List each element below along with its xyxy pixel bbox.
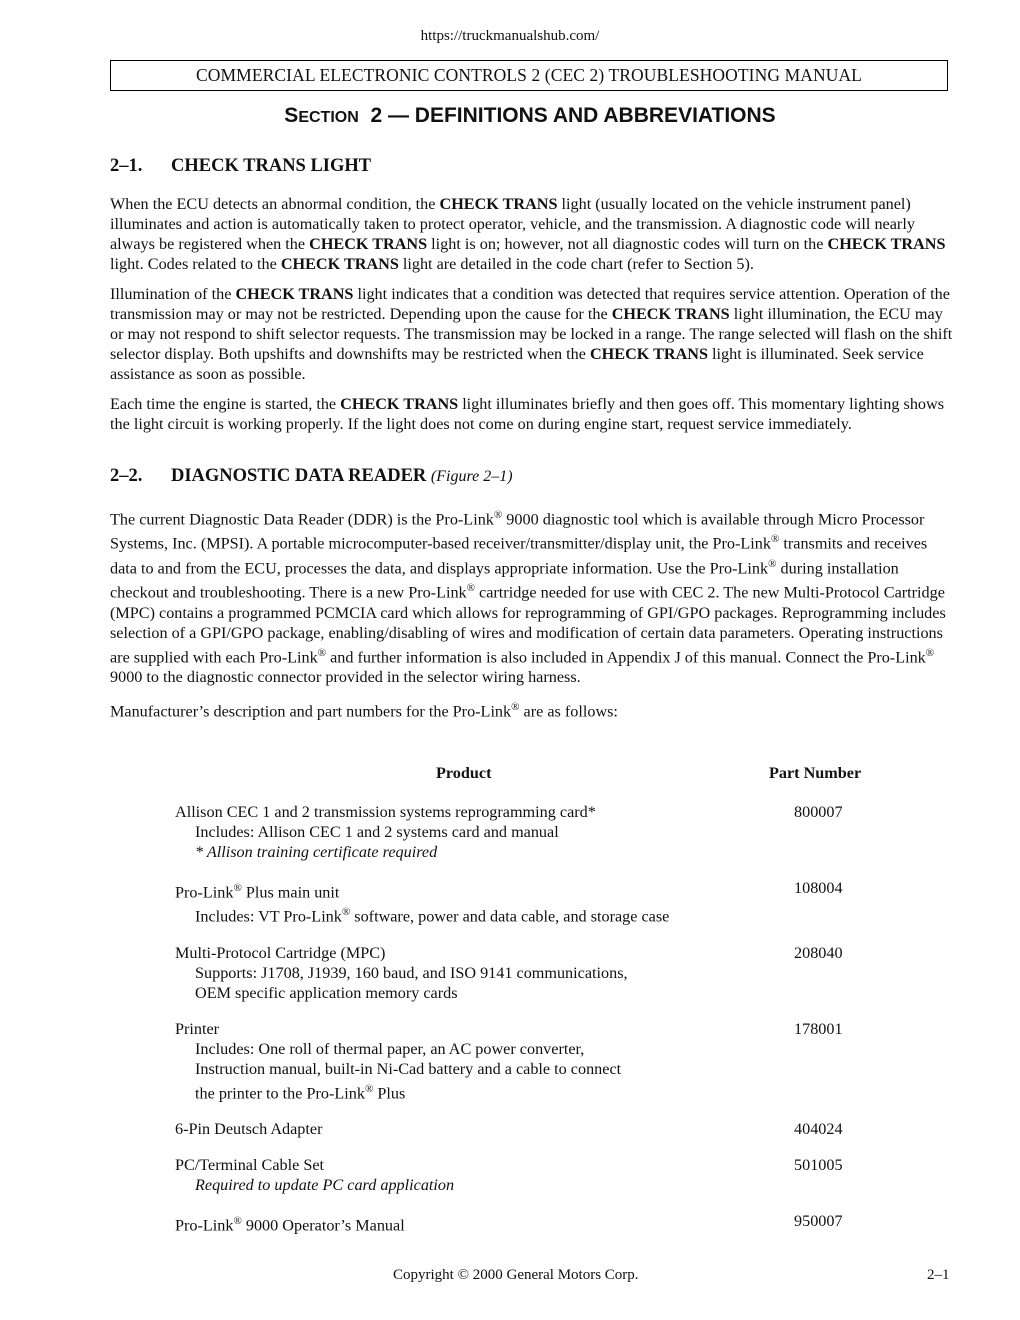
heading-number: 2–2. — [110, 466, 143, 486]
text: light illumination, the ECU may or may not respond to shift selector requests. The transmission may be locked in a range. The range selected will flash on the shift selector display. Both upshifts and downshifts may be restricted when the — [110, 305, 953, 363]
heading-text: DIAGNOSTIC DATA READER — [171, 466, 427, 486]
keyword: CHECK TRANS — [309, 235, 428, 253]
paragraph-check-trans-1 — [110, 194, 955, 274]
table-row — [175, 1119, 935, 1139]
table-row — [175, 1155, 935, 1195]
copyright: Copyright © 2000 General Motors Corp. — [393, 1267, 639, 1283]
product-includes-cont: Instruction manual, built-in Ni-Cad battery and a cable to connect — [195, 1059, 622, 1078]
registered-mark: ® — [364, 1082, 374, 1095]
text: light. Codes related to the — [110, 255, 281, 273]
part-number: 208040 — [794, 943, 843, 962]
product-name: PC/Terminal Cable Set — [175, 1156, 325, 1175]
paragraph-ddr-2: Manufacturer’s description and part numbers for the Pro-Link® are as follows: — [110, 700, 618, 721]
part-number: 501005 — [794, 1156, 843, 1175]
product-supports: Supports: J1708, J1939, 160 baud, and ISO 9141 communications, — [195, 963, 628, 982]
keyword: CHECK TRANS — [589, 345, 708, 363]
heading-check-trans-light — [110, 154, 955, 178]
registered-mark: ® — [233, 1215, 242, 1228]
keyword: CHECK TRANS — [827, 235, 946, 253]
text: When the ECU detects an abnormal condition, the — [110, 195, 440, 213]
figure-reference: (Figure 2–1) — [430, 468, 513, 485]
product-supports-cont: OEM specific application memory cards — [195, 983, 458, 1002]
keyword: CHECK TRANS — [611, 305, 730, 323]
text: light indicates that a condition was detected that requires service attention. Operation of the transmission may or may not be restricted. Depending upon the cause for the — [110, 285, 950, 323]
text: light is on; however, not all diagnostic codes will turn on the — [427, 235, 828, 253]
registered-mark: ® — [511, 700, 520, 713]
product-note: * Allison training certificate required — [195, 843, 438, 861]
product-name: Pro-Link® Plus main unit — [175, 882, 340, 902]
product-name: Allison CEC 1 and 2 transmission systems reprogramming card* — [175, 803, 596, 821]
text: Illumination of the — [110, 285, 236, 303]
manual-title: COMMERCIAL ELECTRONIC CONTROLS 2 (CEC 2) TROUBLESHOOTING MANUAL — [196, 65, 862, 85]
column-header-product: Product — [436, 764, 492, 782]
heading-text: CHECK TRANS LIGHT — [171, 156, 372, 176]
product-includes: Includes: VT Pro-Link® software, power and data cable, and storage case — [195, 906, 670, 926]
table-row — [175, 1019, 935, 1103]
registered-mark: ® — [768, 557, 777, 570]
heading-diagnostic-data-reader — [110, 464, 955, 489]
registered-mark: ® — [233, 882, 242, 894]
product-note: Required to update PC card application — [195, 1176, 455, 1195]
paragraph-ddr-1: The current Diagnostic Data Reader (DDR) is the Pro-Link® 9000 diagnostic tool which is available through Micro Processor Systems, Inc. (MPSI). A portable microcomputer-based receiver/transmitter/display unit, the Pro-Link® transmits and receives data to and from the ECU, processes the data, and displays appropriate information. Use the Pro-Link® during installation checkout and troubleshooting. There is a new Pro-Link® cartridge needed for use with CEC 2. The new Multi-Protocol Cartridge (MPC) contains a programmed PCMCIA card which allows for reprogramming of GPI/GPO packages. Reprogramming includes selection of a GPI/GPO package, enabling/disabling of wires and modification of certain data parameters. Operating instructions are supplied with each Pro-Link® and further information is also included in Appendix J of this manual. Connect the Pro-Link® 9000 to the diagnostic connector provided in the selector wiring harness. — [110, 509, 946, 686]
table-row — [175, 943, 935, 1003]
registered-mark: ® — [493, 509, 503, 521]
product-name: Pro-Link® 9000 Operator’s Manual — [175, 1215, 405, 1235]
paragraph-check-trans-2 — [110, 284, 955, 384]
table-row — [175, 878, 935, 927]
product-includes-cont: the printer to the Pro-Link® Plus — [195, 1082, 406, 1103]
text: light (usually located on the vehicle instrument panel) illuminates and action is automatically taken to protect operator, vehicle, and the transmission. A diagnostic code will nearly always be registered when the — [110, 195, 915, 253]
registered-mark: ® — [341, 906, 351, 919]
part-number: 404024 — [794, 1120, 843, 1139]
paragraph-check-trans-3 — [110, 394, 955, 434]
table-row — [175, 1211, 935, 1235]
text: Each time the engine is started, the — [110, 395, 341, 413]
product-includes: Includes: One roll of thermal paper, an AC power converter, — [195, 1039, 585, 1058]
product-includes: Includes: Allison CEC 1 and 2 systems card and manual — [195, 823, 559, 841]
part-number: 800007 — [794, 803, 843, 821]
source-url: https://truckmanualshub.com/ — [420, 28, 600, 44]
registered-mark: ® — [925, 646, 935, 659]
section-title — [0, 104, 1020, 128]
parts-table-header — [175, 764, 935, 786]
table-row — [175, 802, 935, 862]
main-content — [110, 154, 955, 731]
part-number: 950007 — [794, 1212, 843, 1231]
registered-mark: ® — [770, 533, 780, 546]
text: light is illuminated. Seek service assistance as soon as possible. — [110, 345, 924, 383]
parts-table — [175, 764, 935, 1236]
product-name: Multi-Protocol Cartridge (MPC) — [175, 943, 386, 962]
product-name: 6-Pin Deutsch Adapter — [175, 1120, 323, 1139]
column-header-part-number: Part Number — [769, 764, 862, 782]
part-number: 178001 — [794, 1019, 843, 1038]
text: light are detailed in the code chart (refer to Section 5). — [398, 255, 754, 273]
text: light illuminates briefly and then goes off. This momentary lighting shows the light circuit is working properly. If the light does not come on during engine start, request service immediately. — [110, 395, 945, 433]
keyword: CHECK TRANS — [280, 255, 399, 273]
registered-mark: ® — [317, 646, 327, 659]
product-name: Printer — [175, 1019, 220, 1038]
registered-mark: ® — [466, 582, 475, 595]
keyword: CHECK TRANS — [439, 195, 558, 213]
keyword: CHECK TRANS — [235, 285, 354, 303]
manual-title-box — [110, 60, 948, 91]
page-number: 2–1 — [927, 1267, 950, 1283]
keyword: CHECK TRANS — [340, 395, 459, 413]
section-prefix-cap: S — [284, 104, 299, 127]
heading-number: 2–1. — [110, 156, 143, 176]
part-number: 108004 — [794, 879, 843, 897]
section-prefix-rest: ECTION — [298, 109, 359, 126]
section-title-rest: 2 — DEFINITIONS AND ABBREVIATIONS — [370, 104, 776, 127]
